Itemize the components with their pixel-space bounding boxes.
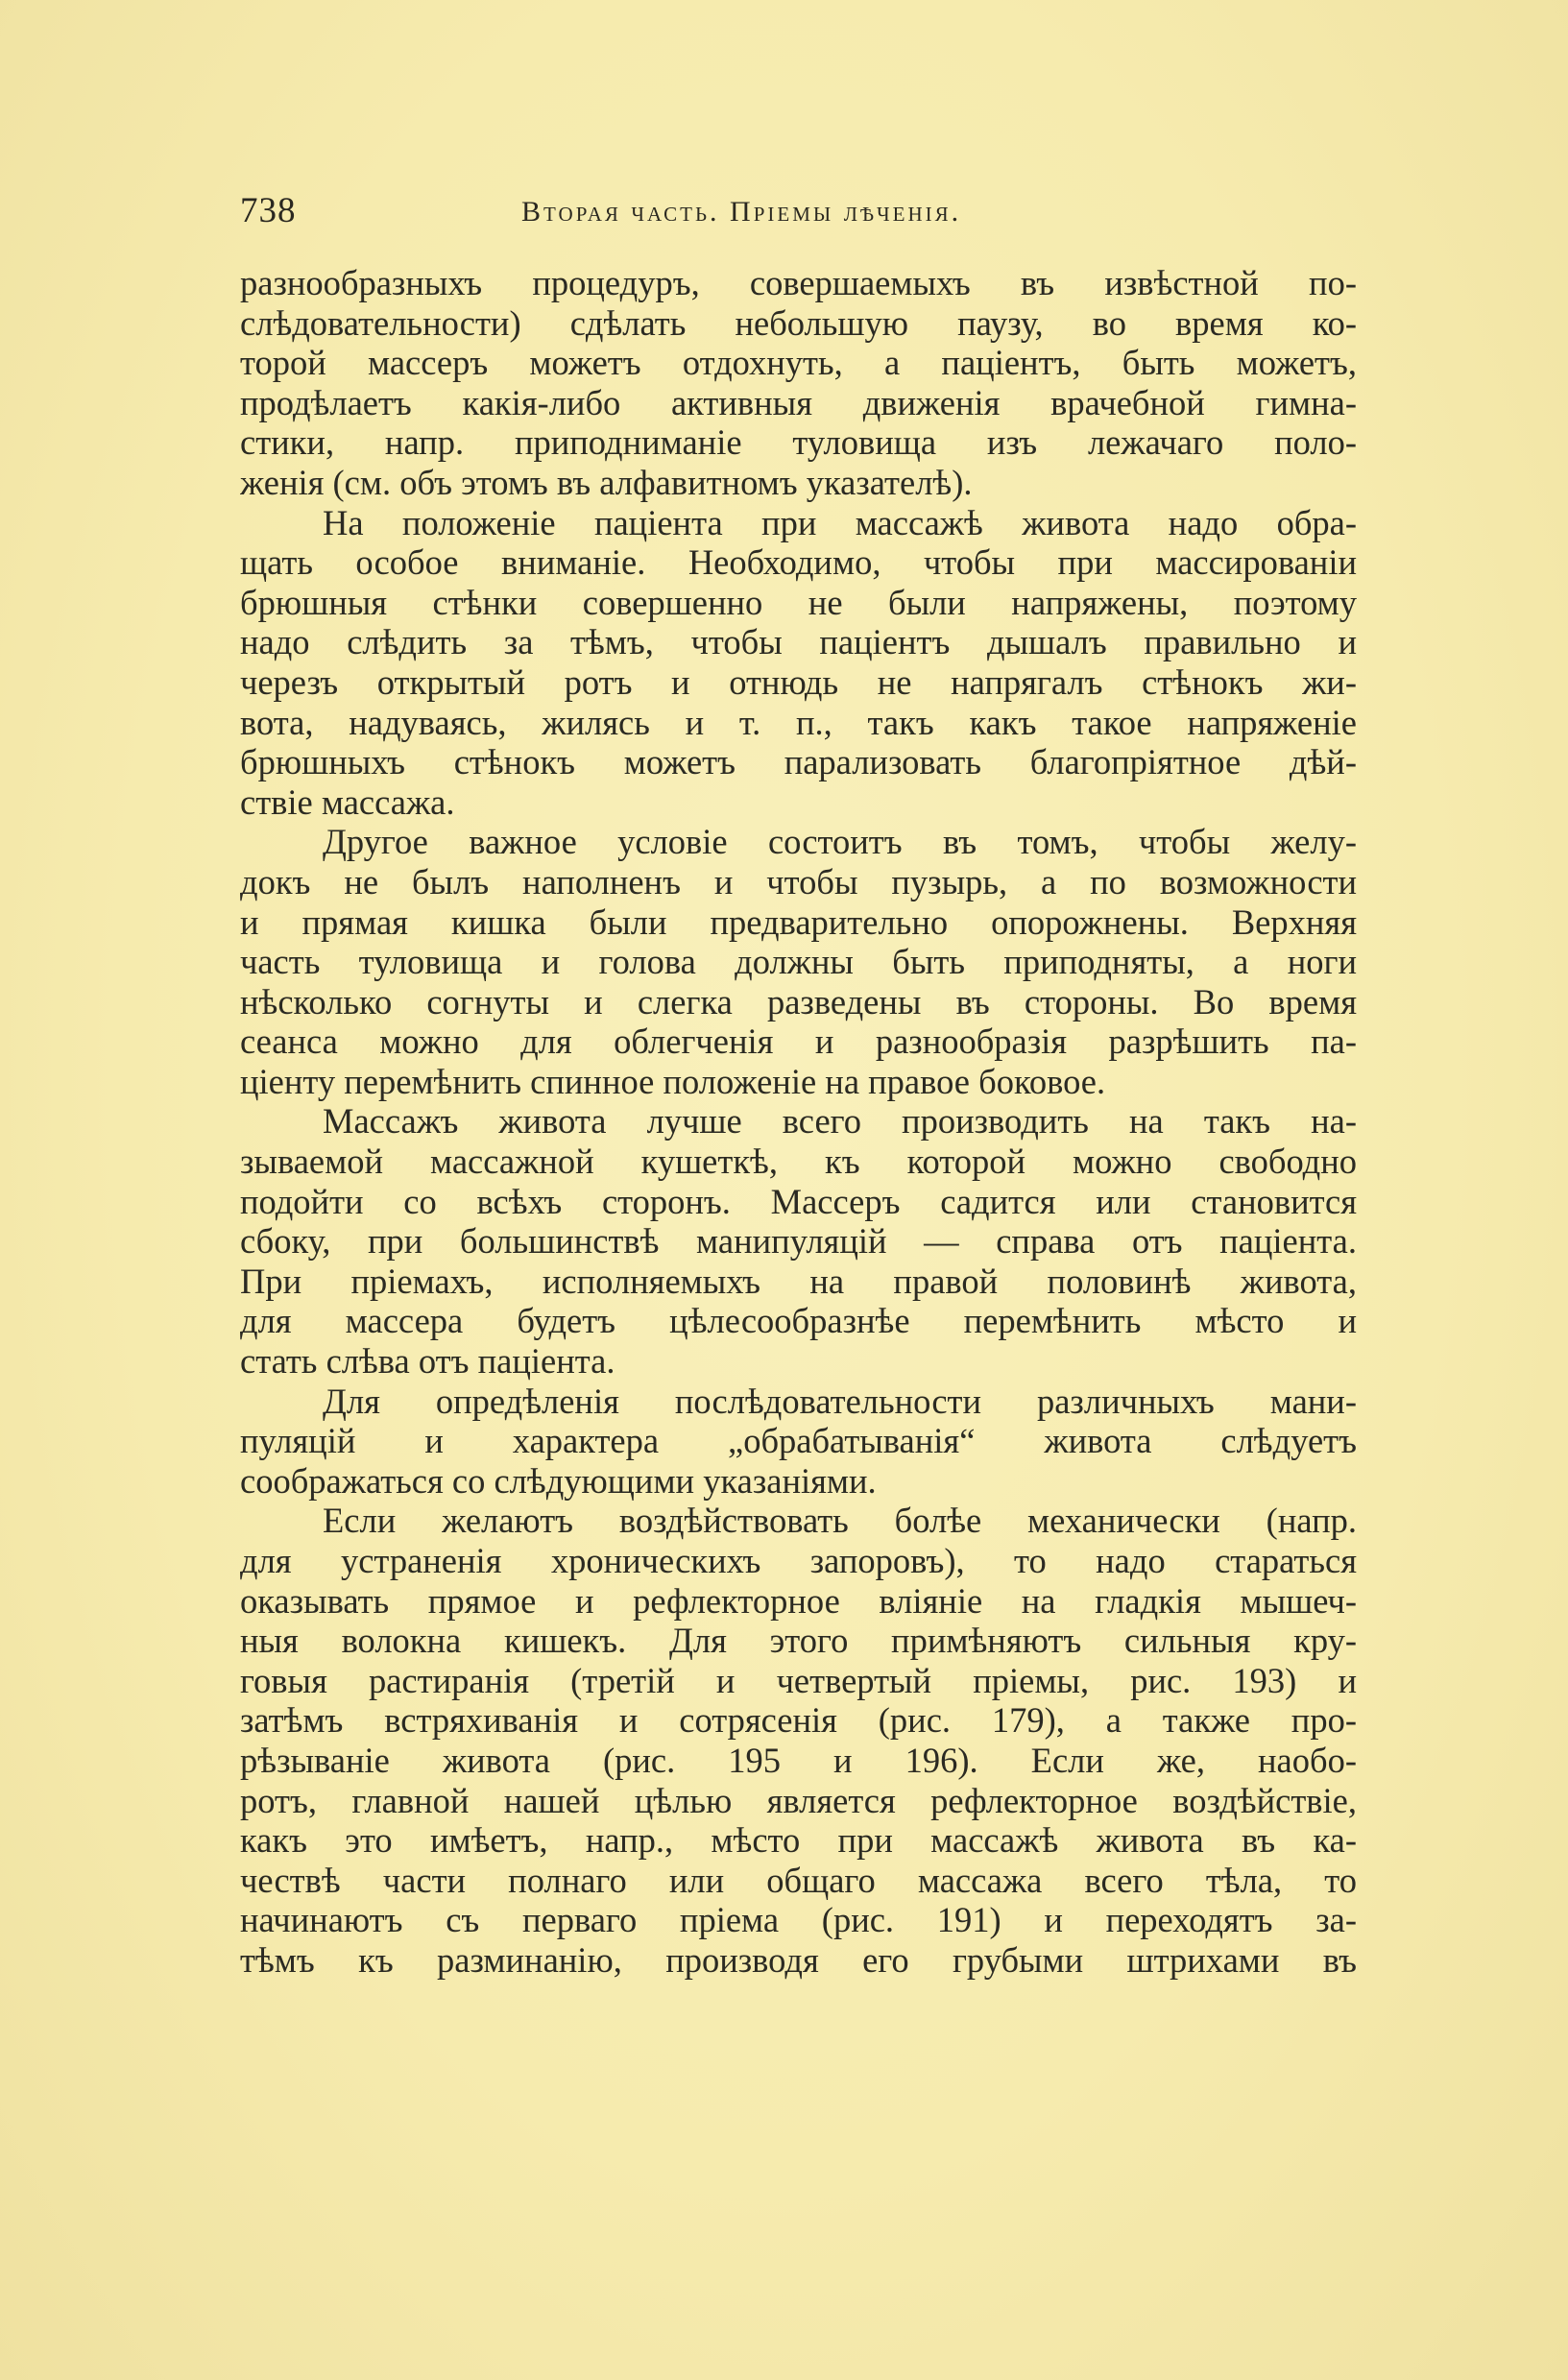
text-line: какъ это имѣетъ, напр., мѣсто при массажѣ живота въ ка- — [240, 1820, 1357, 1861]
text-line: При пріемахъ, исполняемыхъ на правой половинѣ живота, — [240, 1261, 1357, 1301]
text-line: слѣдовательности) сдѣлать небольшую паузу, во время ко- — [240, 302, 1357, 343]
text-line: ныя волокна кишекъ. Для этого примѣняютъ сильныя кру- — [240, 1621, 1357, 1661]
running-head: Вторая часть. Пріемы лѣченія. — [521, 196, 962, 228]
text-line: чествѣ части полнаго или общаго массажа всего тѣла, то — [240, 1860, 1357, 1900]
text-line: докъ не былъ наполненъ и чтобы пузырь, а по возможности — [240, 861, 1357, 902]
text-line: надо слѣдить за тѣмъ, чтобы паціентъ дышалъ правильно и — [240, 622, 1357, 662]
text-line: затѣмъ встряхиванія и сотрясенія (рис. 179), а также про- — [240, 1700, 1357, 1741]
text-line: ствіе массажа. — [240, 781, 455, 822]
text-line: нѣсколько согнуты и слегка разведены въ стороны. Во время — [240, 981, 1357, 1022]
text-line: Если желаютъ воздѣйствовать болѣе механически (напр. — [323, 1501, 1357, 1541]
text-line: брюшныя стѣнки совершенно не были напряжены, поэтому — [240, 582, 1357, 622]
text-line: разнообразныхъ процедуръ, совершаемыхъ въ извѣстной по- — [240, 263, 1357, 302]
text-line: стать слѣва отъ паціента. — [240, 1341, 615, 1382]
text-line: продѣлаетъ какія-либо активныя движенія врачебной гимна- — [240, 382, 1357, 422]
text-line: Для опредѣленія послѣдовательности различныхъ мани- — [323, 1381, 1357, 1421]
text-line: зываемой массажной кушеткѣ, къ которой можно свободно — [240, 1142, 1357, 1182]
text-line: начинаютъ съ перваго пріема (рис. 191) и переходятъ за- — [240, 1900, 1357, 1940]
text-line: рѣзываніе живота (рис. 195 и 196). Если же, наобо- — [240, 1740, 1357, 1780]
text-line: часть туловища и голова должны быть приподняты, а ноги — [240, 942, 1357, 982]
text-line: ціенту перемѣнить спинное положеніе на правое боковое. — [240, 1061, 1106, 1101]
text-line: На положеніе паціента при массажѣ живота надо обра- — [323, 502, 1357, 542]
text-line: вота, надуваясь, жилясь и т. п., такъ какъ такое напряженіе — [240, 702, 1357, 742]
text-line: сбоку, при большинствѣ манипуляцій — справа отъ паціента. — [240, 1221, 1357, 1262]
text-line: брюшныхъ стѣнокъ можетъ парализовать благопріятное дѣй- — [240, 742, 1357, 782]
text-line: соображаться со слѣдующими указаніями. — [240, 1460, 877, 1501]
text-line: пуляцій и характера „обрабатыванія“ живота слѣдуетъ — [240, 1421, 1357, 1461]
text-line: оказывать прямое и рефлекторное вліяніе на гладкія мышеч- — [240, 1580, 1357, 1621]
text-line: Другое важное условіе состоитъ въ томъ, чтобы желу- — [323, 822, 1357, 862]
text-line: черезъ открытый ротъ и отнюдь не напрягалъ стѣнокъ жи- — [240, 661, 1357, 702]
text-line: для устраненія хроническихъ запоровъ), то надо стараться — [240, 1541, 1357, 1580]
text-line: тѣмъ къ разминанію, производя его грубыми штрихами въ — [240, 1939, 1357, 1980]
text-line: для массера будетъ цѣлесообразнѣе перемѣнить мѣсто и — [240, 1301, 1357, 1341]
text-line: Массажъ живота лучше всего производить на такъ на- — [323, 1101, 1357, 1142]
text-line: подойти со всѣхъ сторонъ. Массеръ садится или становится — [240, 1181, 1357, 1221]
text-line: ротъ, главной нашей цѣлью является рефлекторное воздѣйствіе, — [240, 1780, 1357, 1820]
text-line: торой массеръ можетъ отдохнуть, а паціентъ, быть можетъ, — [240, 343, 1357, 383]
body-text — [240, 263, 1357, 1981]
text-line: и прямая кишка были предварительно опорожнены. Верхняя — [240, 902, 1357, 942]
text-line: щать особое вниманіе. Необходимо, чтобы при массированіи — [240, 542, 1357, 583]
text-line: стики, напр. приподниманіе туловища изъ лежачаго поло- — [240, 422, 1357, 463]
page-header — [240, 190, 1359, 238]
page-number: 738 — [240, 191, 297, 230]
text-line: говыя растиранія (третій и четвертый пріемы, рис. 193) и — [240, 1660, 1357, 1700]
text-line: женія (см. объ этомъ въ алфавитномъ указателѣ). — [240, 462, 973, 502]
text-line: сеанса можно для облегченія и разнообразія разрѣшить па- — [240, 1022, 1357, 1062]
